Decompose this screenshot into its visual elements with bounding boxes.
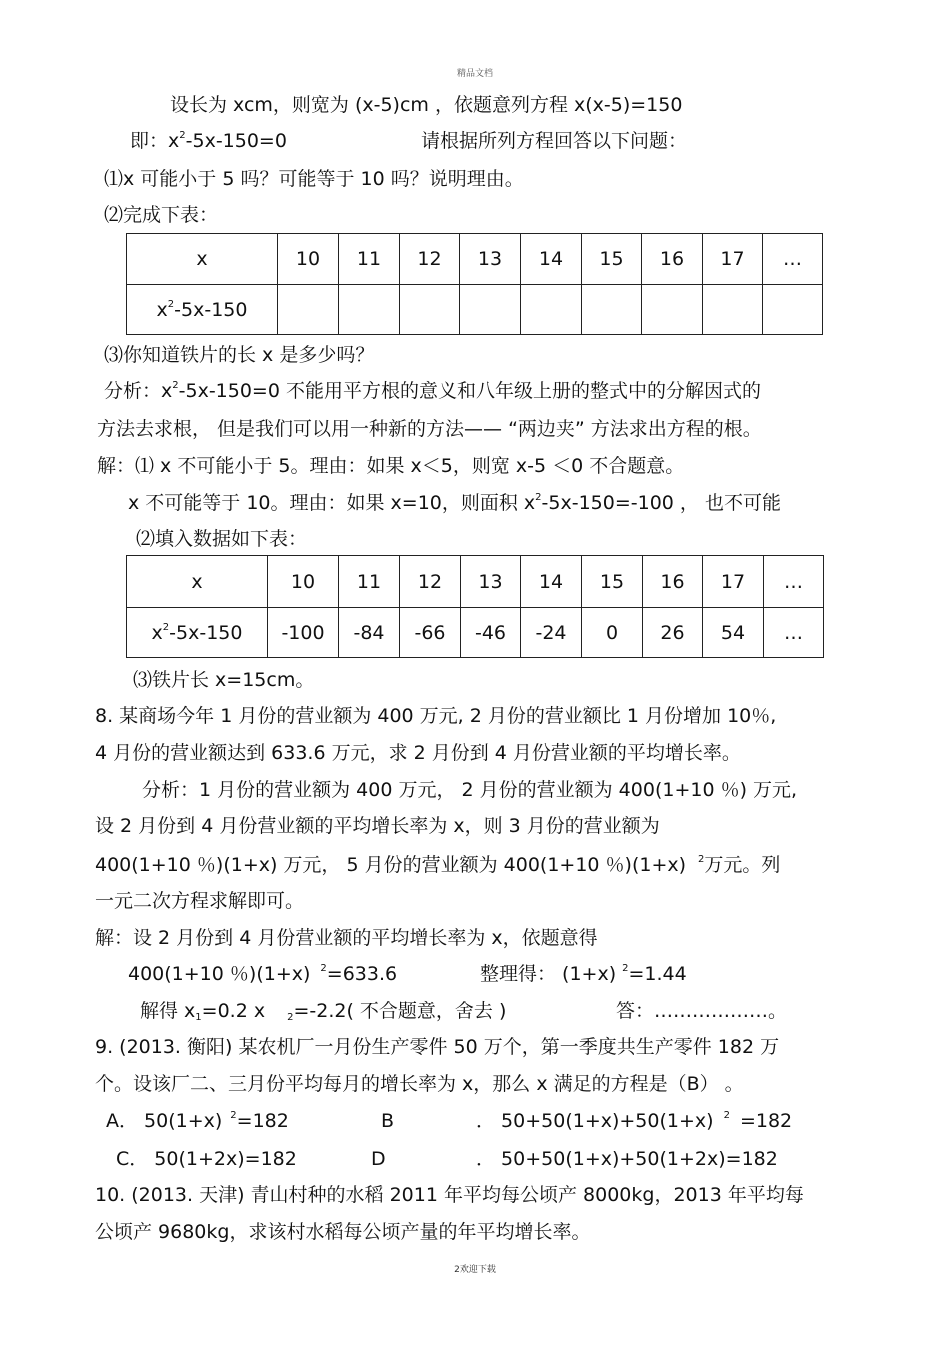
table-2-value-cell: -100	[268, 608, 339, 658]
equation-prefix: 即：x	[130, 130, 180, 152]
problem-8-analysis-3: 400(1+10 ％)(1+x) 万元， 5 月份的营业额为 400(1+10 ％)(1+x) $^2$万元。列	[95, 854, 781, 876]
table-1-x-row	[127, 234, 823, 285]
option-a: A． 50(1+x) $^2$=182	[106, 1110, 289, 1132]
table-1-blank-cell	[339, 285, 400, 335]
table-1-x-cell: …	[763, 234, 823, 285]
problem-8-solution-1: 解：设 2 月份到 4 月份营业额的平均增长率为 x，依题意得	[95, 927, 598, 949]
table-2-x-cell: 14	[521, 556, 582, 608]
equation-rest: -5x-150=0	[185, 130, 287, 152]
problem-9-line-2: 个。设该厂二、三月份平均每月的增长率为 x，那么 x 满足的方程是（B） 。	[95, 1073, 744, 1095]
table-1-blank-cell	[703, 285, 763, 335]
table-1-expr-label: $x^2-5x-150$	[127, 285, 278, 335]
table-1-x-cell: 12	[400, 234, 460, 285]
table-1-x-cell: 17	[703, 234, 763, 285]
problem-9-line-1: 9. (2013. 衡阳) 某农机厂一月份生产零件 50 万个，第一季度共生产零件 182 万	[95, 1036, 780, 1058]
page-footer: 2欢迎下载	[454, 1265, 496, 1275]
equation-line	[130, 128, 287, 154]
analysis-line-2: 方法去求根， 但是我们可以用一种新的方法—— “两边夹” 方法求出方程的根。	[97, 418, 762, 440]
superscript-2: 2	[179, 130, 186, 141]
solution-line-2: x 不可能等于 10。理由：如果 x=10，则面积 $x^2-5x-150=-100$ ， 也不可能	[128, 492, 781, 514]
table-1-x-cell: 13	[460, 234, 521, 285]
option-d: ． 50+50(1+x)+50(1+2x)=182	[476, 1148, 778, 1170]
table-2-x-cell: 15	[582, 556, 643, 608]
solution-line-4: ⑶铁片长 x=15cm。	[133, 669, 315, 691]
table-2-value-cell: 0	[582, 608, 643, 658]
table-2-x-label: x	[127, 556, 268, 608]
option-c: C． 50(1+2x)=182	[116, 1148, 297, 1170]
table-2-value-cell: -24	[521, 608, 582, 658]
analysis-line-1: 分析：$x^2-5x-150=0$ 不能用平方根的意义和八年级上册的整式中的分解因式的	[104, 380, 761, 402]
table-2-value-cell: 26	[643, 608, 703, 658]
table-1	[126, 233, 823, 335]
problem-8-analysis-4: 一元二次方程求解即可。	[95, 890, 305, 912]
problem-8-line-2: 4 月份的营业额达到 633.6 万元，求 2 月份到 4 月份营业额的平均增长率。	[95, 742, 741, 764]
table-2-x-cell: 10	[268, 556, 339, 608]
table-2-x-row	[127, 556, 824, 608]
table-1-blank-cell	[582, 285, 642, 335]
table-2-value-cell: 54	[703, 608, 764, 658]
problem-8-analysis-2: 设 2 月份到 4 月份营业额的平均增长率为 x，则 3 月份的营业额为	[95, 815, 660, 837]
table-2-x-cell: …	[764, 556, 824, 608]
line-1: 设长为 xcm，则宽为 (x-5)cm ，依题意列方程 x(x-5)=150	[170, 94, 683, 116]
table-2-x-cell: 11	[339, 556, 400, 608]
table-1-expr-row	[127, 285, 823, 335]
table-2-x-cell: 12	[400, 556, 461, 608]
table-1-x-label: x	[127, 234, 278, 285]
problem-8-line-1: 8. 某商场今年 1 月份的营业额为 400 万元, 2 月份的营业额比 1 月份增加 10％,	[95, 705, 777, 727]
table-1-blank-cell	[460, 285, 521, 335]
table-2-x-cell: 17	[703, 556, 764, 608]
table-2-value-cell: -66	[400, 608, 461, 658]
option-b-letter: B	[381, 1110, 395, 1132]
question-3: ⑶你知道铁片的长 x 是多少吗？	[104, 344, 375, 366]
table-2-value-cell: …	[764, 608, 824, 658]
table-2	[126, 555, 824, 658]
option-b: ． 50+50(1+x)+50(1+x) $^2$ =182	[476, 1110, 793, 1132]
page-header: 精品文档	[456, 69, 493, 79]
problem-8-solution-3a: 解得 $x_1=0.2$ x $_2$=-2.2( 不合题意，舍去 )	[140, 1000, 507, 1023]
problem-8-solution-2a: 400(1+10 ％)(1+x) $^2$=633.6	[128, 963, 398, 985]
table-1-x-cell: 10	[278, 234, 339, 285]
table-1-blank-cell	[521, 285, 582, 335]
table-2-x-cell: 13	[461, 556, 521, 608]
table-1-x-cell: 14	[521, 234, 582, 285]
table-2-expr-label: $x^2-5x-150$	[127, 608, 268, 658]
table-1-x-cell: 11	[339, 234, 400, 285]
solution-line-3: ⑵填入数据如下表：	[136, 528, 308, 550]
problem-8-answer: 答：………………。	[616, 1000, 788, 1022]
option-d-letter: D	[371, 1148, 386, 1170]
table-2-value-cell: -46	[461, 608, 521, 658]
question-1: ⑴x 可能小于 5 吗？可能等于 10 吗？说明理由。	[104, 168, 524, 190]
table-1-blank-cell	[763, 285, 823, 335]
question-2: ⑵完成下表：	[104, 204, 219, 226]
table-1-blank-cell	[400, 285, 460, 335]
problem-10-line-1: 10. (2013. 天津) 青山村种的水稻 2011 年平均每公顷产 8000kg，2013 年平均每	[95, 1184, 804, 1206]
table-2-value-cell: -84	[339, 608, 400, 658]
problem-8-analysis-1: 分析：1 月份的营业额为 400 万元， 2 月份的营业额为 400(1+10 ％) 万元,	[142, 779, 798, 801]
problem-8-solution-2b: 整理得： (1+x) $^2$=1.44	[480, 963, 687, 985]
instruction-text: 请根据所列方程回答以下问题：	[421, 130, 688, 152]
table-2-x-cell: 16	[643, 556, 703, 608]
table-2-expr-row	[127, 608, 824, 658]
table-1-blank-cell	[642, 285, 703, 335]
table-1-x-cell: 15	[582, 234, 642, 285]
table-1-blank-cell	[278, 285, 339, 335]
table-1-x-cell: 16	[642, 234, 703, 285]
solution-line-1: 解：⑴ x 不可能小于 5。理由：如果 x＜5，则宽 x-5 ＜0 不合题意。	[97, 455, 685, 477]
problem-10-line-2: 公顷产 9680kg，求该村水稻每公顷产量的年平均增长率。	[95, 1221, 591, 1243]
